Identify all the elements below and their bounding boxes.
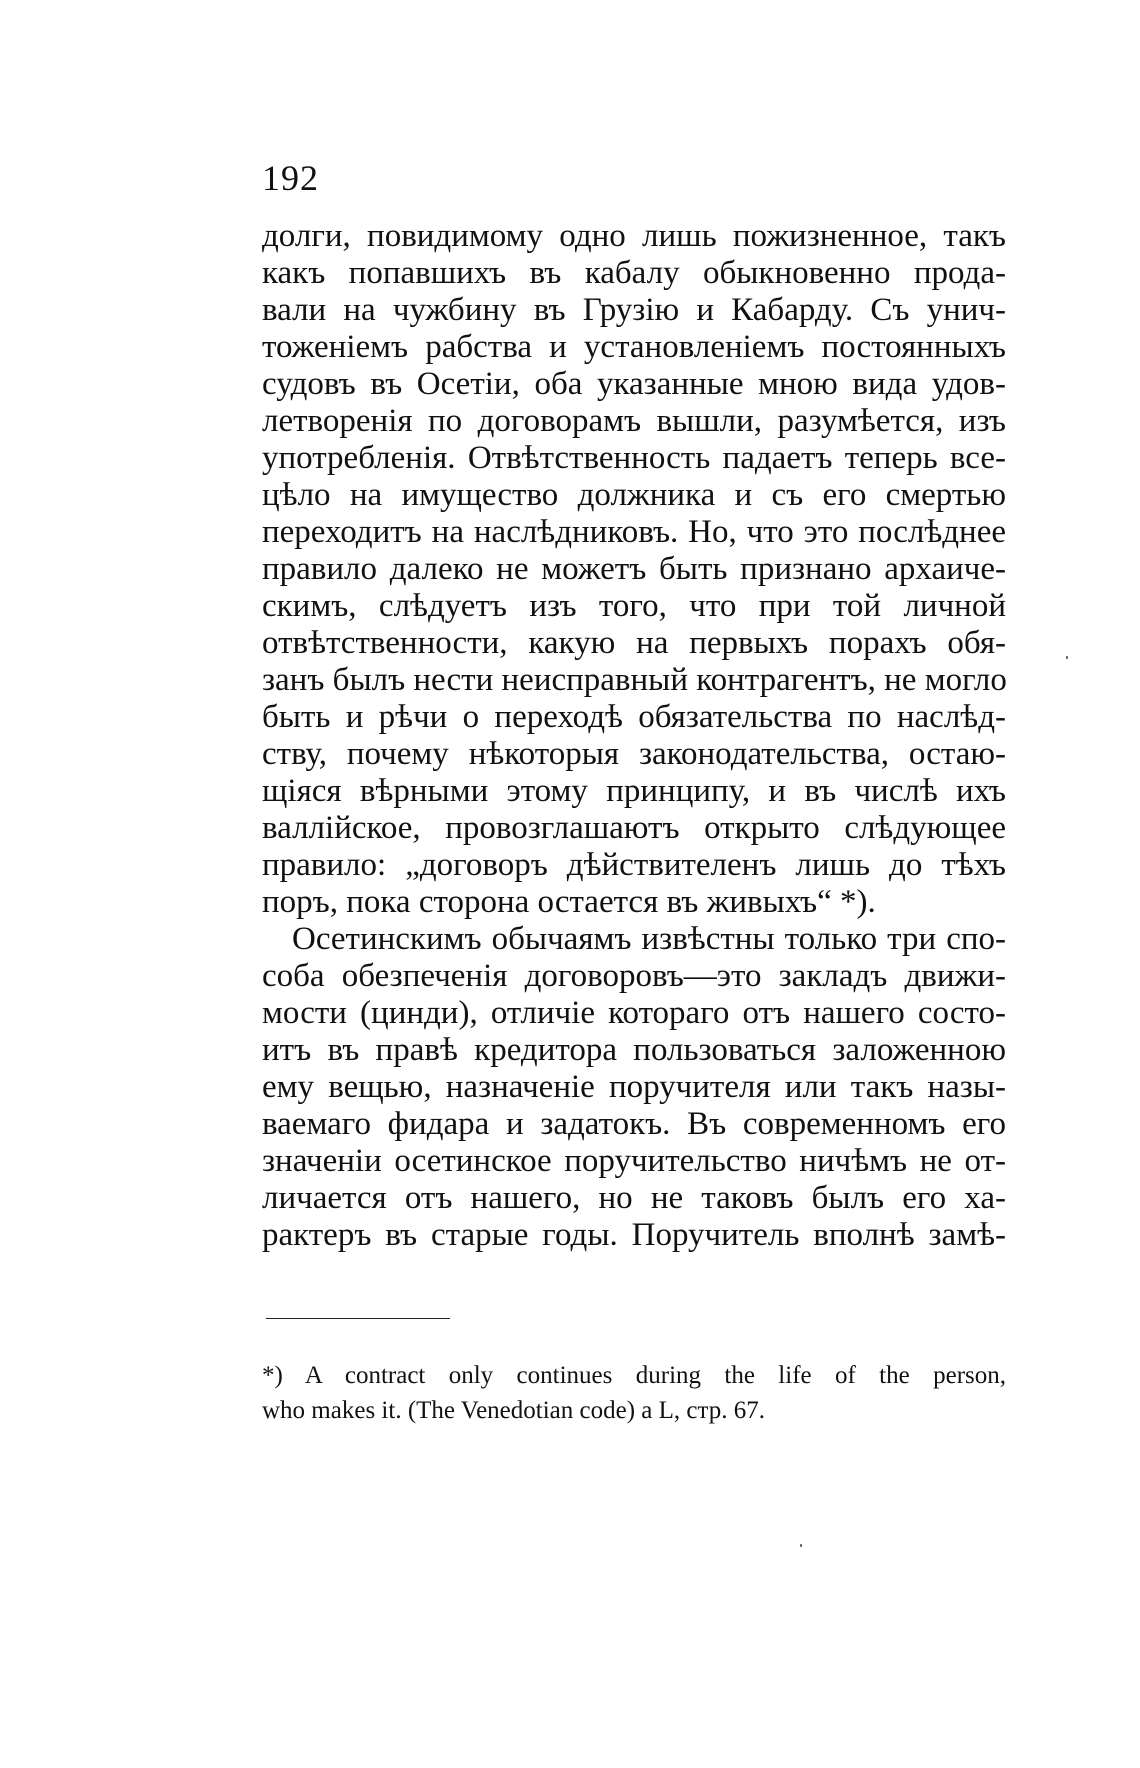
text-line: валлійское, провозглашаютъ открыто слѣдующее bbox=[262, 810, 1006, 846]
paragraph-start-line: Осетинскимъ обычаямъ извѣстны только три спо- bbox=[292, 921, 1006, 957]
page-number: 192 bbox=[262, 158, 319, 198]
text-line: занъ былъ нести неисправный контрагентъ, не могло bbox=[262, 662, 1007, 698]
text-line: судовъ въ Осетіи, оба указанные мною вида удов- bbox=[262, 366, 1006, 402]
text-line: рактеръ въ старые годы. Поручитель вполнѣ замѣ- bbox=[262, 1217, 1006, 1253]
text-line: употребленія. Отвѣтственность падаетъ теперь все- bbox=[262, 440, 1006, 476]
text-line: переходитъ на наслѣдниковъ. Но, что это послѣднее bbox=[262, 514, 1006, 550]
text-line: значеніи осетинское поручительство ничѣмъ не от- bbox=[262, 1143, 1006, 1179]
text-line: соба обезпеченія договоровъ—это закладъ движи- bbox=[262, 958, 1006, 994]
footnote bbox=[262, 1358, 1006, 1428]
scan-speck bbox=[1066, 656, 1068, 659]
text-line: ему вещью, назначеніе поручителя или такъ назы- bbox=[262, 1069, 1006, 1105]
scan-speck bbox=[800, 1544, 802, 1547]
text-line: летворенія по договорамъ вышли, разумѣется, изъ bbox=[262, 403, 1006, 439]
paragraph-end-line: поръ, пока сторона остается въ живыхъ“ *). bbox=[262, 884, 876, 920]
text-line: правило: „договоръ дѣйствителенъ лишь до тѣхъ bbox=[262, 847, 1006, 883]
text-line: мости (цинди), отличіе котораго отъ нашего состо- bbox=[262, 995, 1006, 1031]
footnote-separator bbox=[266, 1318, 450, 1319]
footnote-line: who makes it. (The Venedotian code) a L, стр. 67. bbox=[262, 1397, 765, 1424]
footnote-line: *) A contract only continues during the life of the person, bbox=[262, 1362, 1006, 1389]
text-line: итъ въ правѣ кредитора пользоваться заложенною bbox=[262, 1032, 1006, 1068]
text-line: долги, повидимому одно лишь пожизненное, такъ bbox=[262, 218, 1006, 254]
text-line: ваемаго фидара и задатокъ. Въ современномъ его bbox=[262, 1106, 1006, 1142]
text-line: вали на чужбину въ Грузію и Кабарду. Съ унич- bbox=[262, 292, 1006, 328]
text-line: щіяся вѣрными этому принципу, и въ числѣ ихъ bbox=[262, 773, 1006, 809]
text-line: какъ попавшихъ въ кабалу обыкновенно прода- bbox=[262, 255, 1006, 291]
text-line: цѣло на имущество должника и съ его смертью bbox=[262, 477, 1006, 513]
text-line: личается отъ нашего, но не таковъ былъ его ха- bbox=[262, 1180, 1006, 1216]
text-line: скимъ, слѣдуетъ изъ того, что при той личной bbox=[262, 588, 1006, 624]
text-line: тоженіемъ рабства и установленіемъ постоянныхъ bbox=[262, 329, 1006, 365]
text-line: быть и рѣчи о переходѣ обязательства по наслѣд- bbox=[262, 699, 1006, 735]
text-line: правило далеко не можетъ быть признано архаиче- bbox=[262, 551, 1006, 587]
text-line: ству, почему нѣкоторыя законодательства, остаю- bbox=[262, 736, 1006, 772]
body-text bbox=[262, 218, 1006, 1254]
text-line: отвѣтственности, какую на первыхъ порахъ обя- bbox=[262, 625, 1006, 661]
